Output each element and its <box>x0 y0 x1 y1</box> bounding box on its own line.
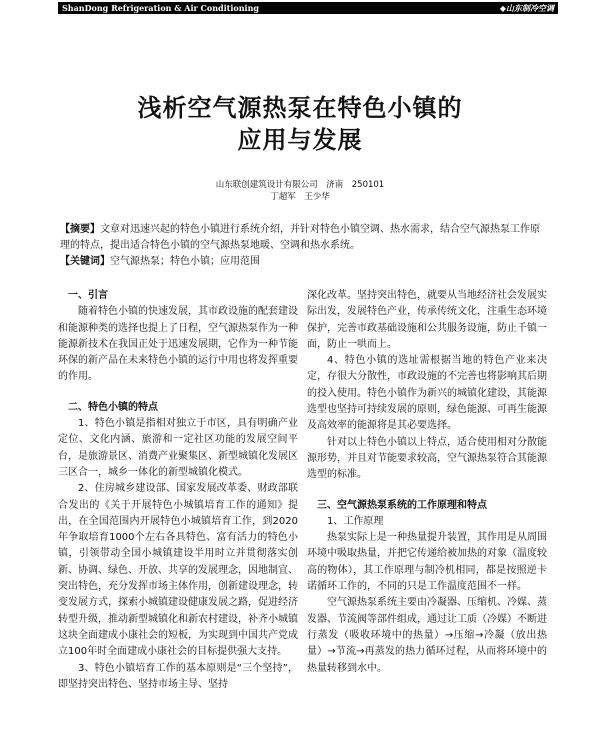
keywords-paragraph <box>60 254 540 270</box>
authors: 丁超军 王少华 <box>270 192 330 202</box>
section-2-paragraph-2: 2、住房城乡建设部、国家发展改革委、财政部联合发出的《关于开展特色小城镇培育工作的通知》提出，在全国范围内开展特色小城镇培育工作，到2020年争取培育1000个左右各具特色、富有活力的特色小镇，引领带动全国小城镇建设半用时立并贯彻落实创新、协调、绿色、开放、共享的发展理念，因地制宜、突出特色，充分发挥市场主体作用，创新建设理念，转变发展方式，探索小城镇建设健康发展之路，促进经济转型升级，推动新型城镇化和新农村建设，补齐小城镇这块全面建成小康社会的短板，为实现到中国共产党成立100年时全面建成小康社会的目标提供强大支持。 <box>58 483 298 658</box>
keywords-text: 空气源热泵；特色小镇；应用范围 <box>110 256 260 267</box>
abstract-block <box>60 222 540 270</box>
abstract-paragraph <box>60 222 540 254</box>
left-column <box>58 288 298 693</box>
section-3-heading: 三、空气源热泵系统的工作原理和特点 <box>317 499 487 511</box>
section-3-paragraph-1: 热泵实际上是一种热量提升装置，其作用是从周围环境中吸取热量，并把它传递给被加热的对象（温度较高的物体），其工作原理与制冷机相同，都是按照逆卡诺循环工作的，不同的只是工作温度范围不一样。 <box>307 532 547 593</box>
journal-column: ◆山东制冷空调 <box>499 3 554 13</box>
section-2-paragraph-1: 1、特色小镇是指相对独立于市区，具有明确产业定位、文化内涵、旅游和一定社区功能的发展空间平台，是旅游景区、消费产业聚集区、新型城镇化发展区三区合一，城乡一体化的新型城镇化模式。 <box>58 418 298 478</box>
journal-name: ShanDong Refrigeration & Air Conditioning <box>62 3 259 13</box>
section-2-paragraph-5: 针对以上特色小镇以上特点，适合使用相对分散能源形势，并且对节能要求较高，空气源热泵符合其能源选型的标准。 <box>307 436 547 481</box>
keywords-label: 【关键词】 <box>60 256 110 267</box>
affiliation: 山东联创建筑设计有限公司 济南 250101 <box>215 180 385 190</box>
article-title-line2: 应用与发展 <box>237 126 363 154</box>
section-3-subheading: 1、工作原理 <box>327 515 384 527</box>
abstract-text: 文章对迅速兴起的特色小镇进行系统介绍，并针对特色小镇空调、热水需求，结合空气源热泵工作原理的特点，提出适合特色小镇的空气源热泵地暖、空调和热水系统。 <box>60 224 540 251</box>
section-1-heading: 一、引言 <box>68 290 108 301</box>
section-2-paragraph-4: 4、特色小镇的选址需根据当地的特色产业来决定，存很大分散性，市政设施的不完善也将影响其后期的投入使用。特色小镇作为新兴的城镇化建设，其能源选型也坚持可持续发展的原则，绿色能源、可再生能源及高效率的能源将是其必要选择。 <box>307 355 547 432</box>
section-2-heading: 二、特色小镇的特点 <box>68 401 158 413</box>
section-3-paragraph-2: 空气源热泵系统主要由冷凝器、压缩机、冷媒、蒸发器、节流阀等部件组成，通过让工质（冷媒）不断进行蒸发（吸收环境中的热量）→压缩→冷凝（放出热量）→节流→再蒸发的热力循环过程，从而将环境中的热量转移到水中。 <box>307 597 547 674</box>
continued-paragraph: 深化改革。坚持突出特色，就要从当地经济社会发展实际出发，发展特色产业，传承传统文化，注重生态环境保护，完善市政基础设施和公共服务设施，防止千镇一面，防止一哄而上。 <box>307 290 547 350</box>
section-2-paragraph-3: 3、特色小镇培育工作的基本原则是“三个坚持”，即坚持突出特色、坚持市场主导、坚持 <box>58 662 298 690</box>
section-1-paragraph: 随着特色小镇的快速发展，其市政设施的配套建设和能源种类的选择也提上了日程，空气源热泵作为一种能源新技术在我国正处于迅速发展期，它作为一种节能环保的新产品在未来特色小镇的运行中用也将发挥重要的作用。 <box>58 306 298 383</box>
journal-header-bar <box>58 2 558 14</box>
abstract-label: 【摘要】 <box>60 224 100 235</box>
article-title-line1: 浅析空气源热泵在特色小镇的 <box>137 94 463 122</box>
right-column <box>307 288 547 677</box>
